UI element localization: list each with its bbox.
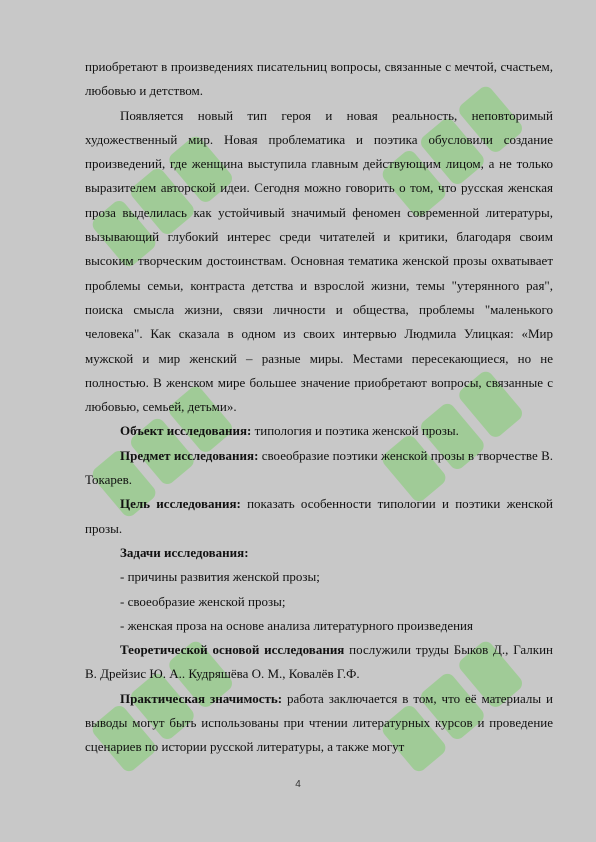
research-tasks-heading: Задачи исследования: <box>120 544 249 560</box>
practical-significance <box>85 687 553 760</box>
theoretical-basis <box>85 638 553 687</box>
research-object-label: Объект исследования: <box>120 423 252 439</box>
practical-significance-label: Практическая значимость: <box>120 690 283 706</box>
theoretical-basis-label: Теоретической основой исследования <box>120 642 345 658</box>
research-object-text: типология и поэтика женской прозы. <box>251 423 459 439</box>
practical-significance-text: работа заключается в том, что её материалы и выводы могут быть использованы при чтении литературных курсов и проведение сценариев по истории русской литературы, а также могут <box>85 690 553 755</box>
research-task-item: - женская проза на основе анализа литературного произведения <box>120 617 473 633</box>
document-body <box>85 55 553 760</box>
research-subject-label: Предмет исследования: <box>120 447 259 463</box>
research-object <box>85 419 553 443</box>
research-task-item: - своеобразие женской прозы; <box>120 593 286 609</box>
research-subject-text: своеобразие поэтики женской прозы в творчестве В. Токарев. <box>85 447 553 488</box>
research-goal-text: показать особенности типологии и поэтики женской прозы. <box>85 496 553 536</box>
theoretical-basis-text: послужили труды Быков Д., Галкин В. Дрейзис Ю. А.. Кудряшёва О. М., Ковалёв Г.Ф. <box>85 642 554 682</box>
paragraph-new-hero: Появляется новый тип героя и новая реальность, неповторимый художественный мир. Новая проблематика и поэтика обусловили создание произведений, где женщина выступила главным действующим лицом, а не только выразителем авторской идеи. Сегодня можно говорить о том, что русская женская проза выделилась как устойчивый значимый феномен современной литературы, вызывающий глубокий интерес среди читателей и критики, благодаря своим высоким творческим достоинствам. Основная тематика женской прозы охватывает проблемы семьи, контраста детства и взрослой жизни, темы "утерянного рая", поиска смысла жизни, связи личности и общества, проблемы "маленького человека". Как сказала в одном из своих интервью Людмила Улицкая: «Мир мужской и мир женский – разные миры. Местами пересекающиеся, но не полностью. В женском мире большее значение приобретают вопросы, связанные с любовью, семьей, детьми». <box>85 107 553 415</box>
page-number: 4 <box>295 779 301 790</box>
research-goal <box>85 492 553 541</box>
paragraph-continued: приобретают в произведениях писательниц вопросы, связанные с мечтой, счастьем, любовью и детством. <box>85 59 553 99</box>
research-task-item: - причины развития женской прозы; <box>120 569 320 585</box>
research-goal-label: Цель исследования: <box>120 496 241 512</box>
research-subject <box>85 444 553 493</box>
